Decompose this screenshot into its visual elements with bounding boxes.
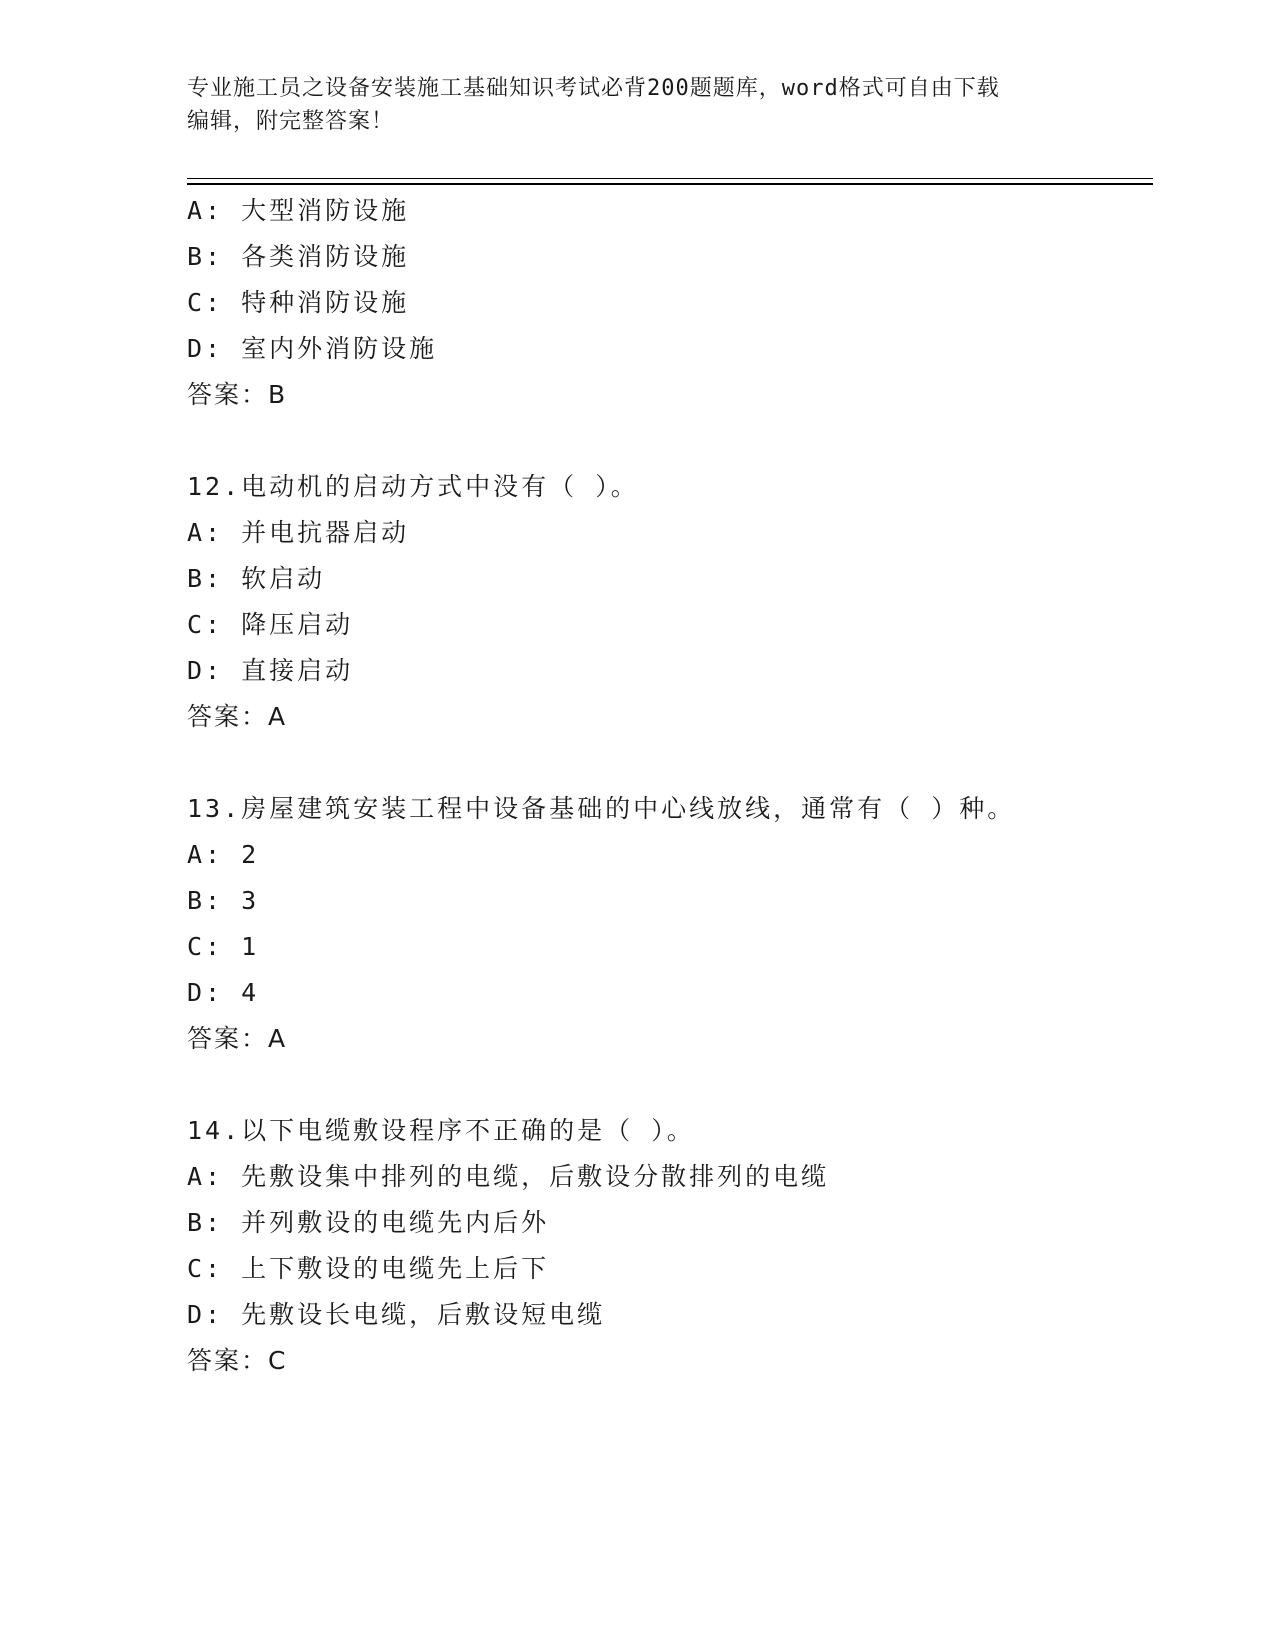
header-line-1: 专业施工员之设备安装施工基础知识考试必背200题题库，word格式可自由下载 [187, 76, 1000, 101]
option-d: D: 室内外消防设施 [187, 334, 438, 363]
option-c: C: 1 [187, 932, 260, 961]
question-12 [187, 464, 1167, 740]
option-a: A: 2 [187, 840, 260, 869]
option-c: C: 特种消防设施 [187, 288, 410, 317]
option-c: C: 上下敷设的电缆先上后下 [187, 1254, 550, 1283]
spacer [187, 740, 1167, 786]
header-line-2: 编辑，附完整答案！ [187, 109, 395, 134]
answer-line: 答案：A [187, 1024, 288, 1053]
option-d: D: 4 [187, 978, 260, 1007]
option-d: D: 先敷设长电缆，后敷设短电缆 [187, 1300, 606, 1329]
question-list [187, 188, 1167, 1384]
spacer [187, 1062, 1167, 1108]
option-b: B: 软启动 [187, 564, 326, 593]
answer-line: 答案：A [187, 702, 288, 731]
answer-line: 答案：B [187, 380, 288, 409]
option-b: B: 3 [187, 886, 260, 915]
option-d: D: 直接启动 [187, 656, 354, 685]
option-a: A: 大型消防设施 [187, 196, 410, 225]
header-divider-thick [187, 183, 1153, 185]
document-header [187, 72, 1067, 138]
option-a: A: 先敷设集中排列的电缆，后敷设分散排列的电缆 [187, 1162, 830, 1191]
option-b: B: 并列敷设的电缆先内后外 [187, 1208, 550, 1237]
question-14 [187, 1108, 1167, 1384]
option-a: A: 并电抗器启动 [187, 518, 410, 547]
option-c: C: 降压启动 [187, 610, 354, 639]
spacer [187, 418, 1167, 464]
question-text: 14.以下电缆敷设程序不正确的是（ ）。 [187, 1116, 695, 1145]
question-text: 12.电动机的启动方式中没有（ ）。 [187, 472, 639, 501]
option-b: B: 各类消防设施 [187, 242, 410, 271]
answer-line: 答案：C [187, 1346, 288, 1375]
header-divider-thin [187, 178, 1153, 179]
question-11-continued [187, 188, 1167, 418]
question-13 [187, 786, 1167, 1062]
question-text: 13.房屋建筑安装工程中设备基础的中心线放线，通常有（ ）种。 [187, 794, 1016, 823]
